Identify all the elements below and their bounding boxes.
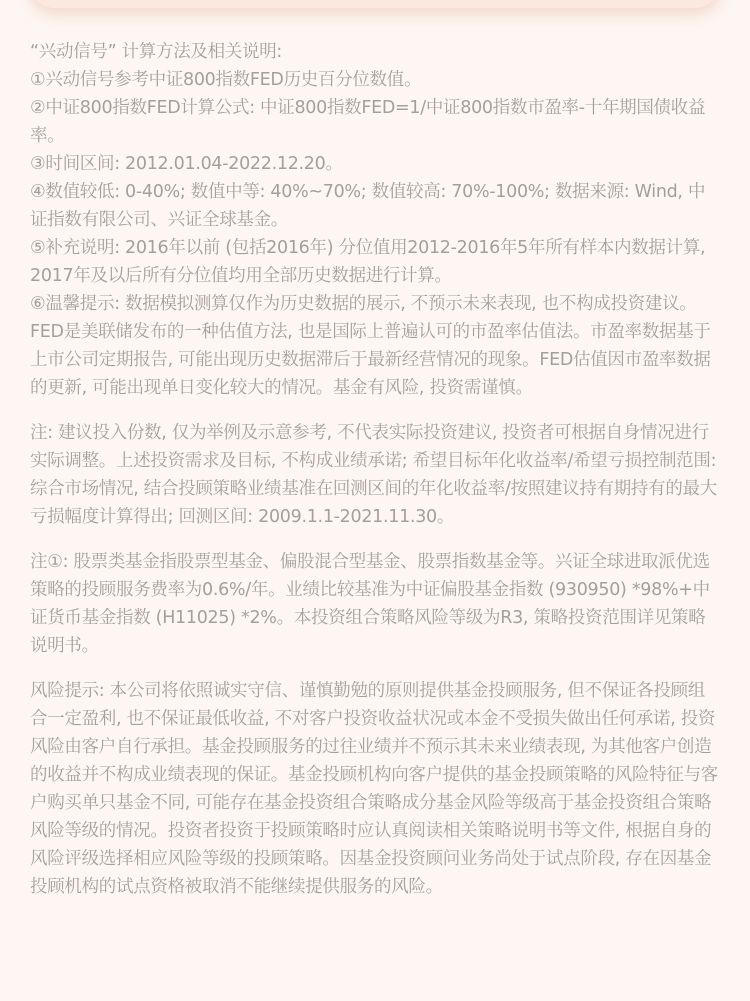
note-paragraph bbox=[30, 419, 722, 531]
method-item-6: ⑥温馨提示: 数据模拟测算仅作为历史数据的展示, 不预示未来表现, 也不构成投资建议。FED是美联储发布的一种估值方法, 也是国际上普遍认可的市盈率估值法。市盈率数据基于上市公司定期报告, 可能出现历史数据滞后于最新经营情况的现象。FED估值因市盈率数据的更新, 可能出现单日变化较大的情况。基金有风险, 投资需谨慎。 bbox=[30, 294, 711, 398]
top-card bbox=[30, 0, 720, 8]
note-1-paragraph bbox=[30, 548, 722, 660]
disclaimer-content bbox=[30, 38, 722, 901]
method-section bbox=[30, 38, 722, 402]
method-item-3: ③时间区间: 2012.01.04-2022.12.20。 bbox=[30, 154, 343, 174]
risk-notice-text: 风险提示: 本公司将依照诚实守信、谨慎勤勉的原则提供基金投顾服务, 但不保证各投顾组合一定盈利, 也不保证最低收益, 不对客户投资收益状况或本金不受损失做出任何承诺, 投资风险由客户自行承担。基金投顾服务的过往业绩并不预示其未来业绩表现, 为其他客户创造的收益并不构成业绩表现的保证。基金投顾机构向客户提供的基金投顾策略的风险特征与客户购买单只基金不同, 可能存在基金投资组合策略成分基金风险等级高于基金投资组合策略风险等级的情况。投资者投资于投顾策略时应认真阅读相关策略说明书等文件, 根据自身的风险评级选择相应风险等级的投顾策略。因基金投资顾问业务尚处于试点阶段, 存在因基金投顾机构的试点资格被取消不能继续提供服务的风险。 bbox=[30, 681, 718, 897]
note-text: 注: 建议投入份数, 仅为举例及示意参考, 不代表实际投资建议, 投资者可根据自身情况进行实际调整。上述投资需求及目标, 不构成业绩承诺; 希望目标年化收益率/希望亏损控制范围: 综合市场情况, 结合投顾策略业绩基准在回测区间的年化收益率/按照建议持有期持有的最大亏损幅度计算得出; 回测区间: 2009.1.1-2021.11.30。 bbox=[30, 423, 717, 527]
risk-notice-paragraph bbox=[30, 677, 722, 901]
method-item-4: ④数值较低: 0-40%; 数值中等: 40%~70%; 数值较高: 70%-100%; 数据来源: Wind, 中证指数有限公司、兴证全球基金。 bbox=[30, 182, 706, 230]
method-item-2: ②中证800指数FED计算公式: 中证800指数FED=1/中证800指数市盈率-十年期国债收益率。 bbox=[30, 98, 706, 146]
method-heading: “兴动信号” 计算方法及相关说明: bbox=[30, 42, 282, 62]
note-1-text: 注①: 股票类基金指股票型基金、偏股混合型基金、股票指数基金等。兴证全球进取派优选策略的投顾服务费率为0.6%/年。业绩比较基准为中证偏股基金指数 (930950) *98%+中证货币基金指数 (H11025) *2%。本投资组合策略风险等级为R3, 策略投资范围详见策略说明书。 bbox=[30, 552, 710, 656]
method-item-5: ⑤补充说明: 2016年以前 (包括2016年) 分位值用2012-2016年5年所有样本内数据计算, 2017年及以后所有分位值均用全部历史数据进行计算。 bbox=[30, 238, 706, 286]
method-item-1: ①兴动信号参考中证800指数FED历史百分位数值。 bbox=[30, 70, 422, 90]
